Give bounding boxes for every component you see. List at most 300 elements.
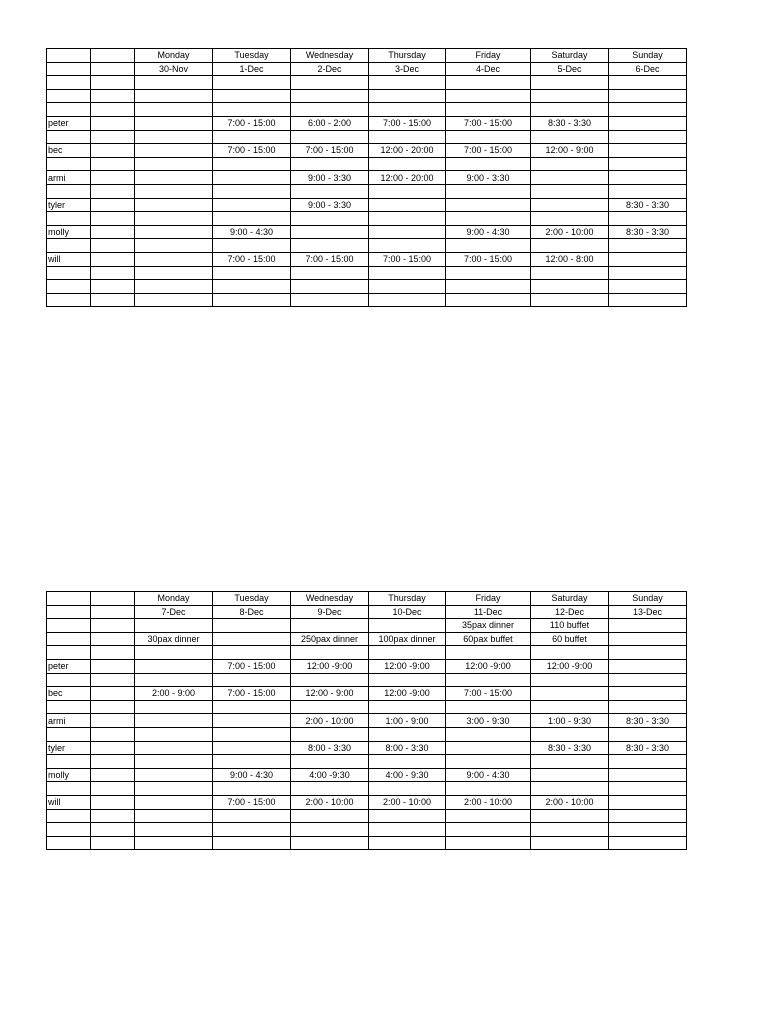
shift-cell: 2:00 - 10:00 bbox=[291, 714, 369, 728]
shift-cell: 7:00 - 15:00 bbox=[213, 687, 291, 701]
shift-cell bbox=[446, 157, 531, 171]
table-row bbox=[47, 741, 687, 755]
shift-cell bbox=[291, 782, 369, 796]
shift-cell bbox=[446, 700, 531, 714]
date-header-cell: 2-Dec bbox=[291, 62, 369, 76]
table-row bbox=[47, 76, 687, 90]
shift-cell bbox=[609, 809, 687, 823]
shift-cell bbox=[135, 252, 213, 266]
shift-cell bbox=[531, 198, 609, 212]
shift-cell: 12:00 -9:00 bbox=[369, 687, 446, 701]
shift-cell bbox=[369, 823, 446, 837]
shift-cell bbox=[609, 727, 687, 741]
shift-cell bbox=[609, 184, 687, 198]
shift-cell bbox=[609, 700, 687, 714]
staff-name-cell: tyler bbox=[47, 741, 91, 755]
shift-cell bbox=[446, 755, 531, 769]
shift-cell bbox=[446, 76, 531, 90]
staff-name-cell: will bbox=[47, 252, 91, 266]
staff-name-cell: will bbox=[47, 795, 91, 809]
shift-cell bbox=[609, 266, 687, 280]
shift-cell: 2:00 - 10:00 bbox=[369, 795, 446, 809]
shift-cell: 7:00 - 15:00 bbox=[369, 116, 446, 130]
shift-cell bbox=[91, 157, 135, 171]
shift-cell bbox=[446, 184, 531, 198]
shift-cell bbox=[91, 741, 135, 755]
shift-cell bbox=[531, 823, 609, 837]
shift-cell bbox=[213, 646, 291, 660]
shift-cell bbox=[91, 76, 135, 90]
shift-cell bbox=[446, 809, 531, 823]
date-header-cell: 5-Dec bbox=[531, 62, 609, 76]
table-row bbox=[47, 592, 687, 606]
shift-cell bbox=[369, 293, 446, 307]
shift-cell bbox=[291, 673, 369, 687]
table-row bbox=[47, 130, 687, 144]
day-header-cell: Sunday bbox=[609, 592, 687, 606]
shift-cell bbox=[609, 646, 687, 660]
staff-name-cell bbox=[47, 809, 91, 823]
date-header-cell: 3-Dec bbox=[369, 62, 446, 76]
table-row bbox=[47, 171, 687, 185]
staff-name-cell bbox=[47, 293, 91, 307]
shift-cell bbox=[446, 836, 531, 850]
shift-cell bbox=[135, 782, 213, 796]
shift-cell: 12:00 - 8:00 bbox=[531, 252, 609, 266]
date-header-cell: 7-Dec bbox=[135, 605, 213, 619]
day-header-cell: Wednesday bbox=[291, 592, 369, 606]
table-row bbox=[47, 795, 687, 809]
shift-cell bbox=[135, 239, 213, 253]
shift-cell: 9:00 - 3:30 bbox=[291, 198, 369, 212]
shift-cell bbox=[446, 741, 531, 755]
shift-cell bbox=[531, 266, 609, 280]
shift-cell: 7:00 - 15:00 bbox=[369, 252, 446, 266]
shift-cell bbox=[446, 823, 531, 837]
date-header-cell: 10-Dec bbox=[369, 605, 446, 619]
staff-name-cell bbox=[47, 782, 91, 796]
shift-cell bbox=[446, 198, 531, 212]
shift-cell: 7:00 - 15:00 bbox=[213, 116, 291, 130]
shift-cell bbox=[369, 809, 446, 823]
staff-name-cell bbox=[47, 266, 91, 280]
staff-name-cell bbox=[47, 157, 91, 171]
shift-cell bbox=[291, 130, 369, 144]
table-row bbox=[47, 103, 687, 117]
shift-cell bbox=[369, 755, 446, 769]
shift-cell bbox=[135, 171, 213, 185]
shift-cell: 7:00 - 15:00 bbox=[213, 252, 291, 266]
shift-cell bbox=[446, 130, 531, 144]
date-header-cell: 9-Dec bbox=[291, 605, 369, 619]
shift-cell bbox=[531, 76, 609, 90]
shift-cell bbox=[291, 212, 369, 226]
shift-cell bbox=[91, 280, 135, 294]
shift-cell bbox=[91, 700, 135, 714]
shift-cell bbox=[446, 727, 531, 741]
shift-cell bbox=[609, 782, 687, 796]
shift-cell: 35pax dinner bbox=[446, 619, 531, 633]
table-row bbox=[47, 755, 687, 769]
shift-cell bbox=[91, 103, 135, 117]
shift-cell bbox=[531, 673, 609, 687]
table-row bbox=[47, 266, 687, 280]
shift-cell bbox=[531, 157, 609, 171]
shift-cell: 9:00 - 4:30 bbox=[213, 768, 291, 782]
shift-cell bbox=[213, 782, 291, 796]
shift-cell bbox=[446, 293, 531, 307]
shift-cell: 8:30 - 3:30 bbox=[609, 714, 687, 728]
shift-cell bbox=[531, 89, 609, 103]
shift-cell bbox=[609, 171, 687, 185]
shift-cell: 4:00 -9:30 bbox=[291, 768, 369, 782]
shift-cell bbox=[135, 116, 213, 130]
staff-name-cell bbox=[47, 755, 91, 769]
shift-cell bbox=[531, 782, 609, 796]
table-row bbox=[47, 809, 687, 823]
shift-cell bbox=[91, 171, 135, 185]
table-row bbox=[47, 687, 687, 701]
table-row bbox=[47, 714, 687, 728]
table-row bbox=[47, 727, 687, 741]
shift-cell bbox=[369, 646, 446, 660]
day-header-cell: Saturday bbox=[531, 49, 609, 63]
shift-cell bbox=[291, 823, 369, 837]
shift-cell: 250pax dinner bbox=[291, 632, 369, 646]
shift-cell bbox=[531, 809, 609, 823]
shift-cell bbox=[135, 741, 213, 755]
shift-cell bbox=[446, 266, 531, 280]
shift-cell bbox=[291, 89, 369, 103]
shift-cell bbox=[91, 212, 135, 226]
shift-cell bbox=[135, 673, 213, 687]
staff-name-cell: armi bbox=[47, 171, 91, 185]
shift-cell bbox=[609, 795, 687, 809]
table-row bbox=[47, 239, 687, 253]
shift-cell: 7:00 - 15:00 bbox=[213, 795, 291, 809]
shift-cell bbox=[531, 687, 609, 701]
table-row bbox=[47, 62, 687, 76]
shift-cell bbox=[213, 673, 291, 687]
shift-cell: 7:00 - 15:00 bbox=[291, 252, 369, 266]
shift-cell bbox=[213, 809, 291, 823]
shift-cell bbox=[135, 809, 213, 823]
shift-cell bbox=[369, 700, 446, 714]
shift-cell bbox=[135, 727, 213, 741]
shift-cell bbox=[291, 103, 369, 117]
shift-cell bbox=[446, 103, 531, 117]
shift-cell bbox=[609, 687, 687, 701]
shift-cell bbox=[291, 225, 369, 239]
schedule-table-week-1 bbox=[46, 48, 687, 307]
shift-cell: 9:00 - 4:30 bbox=[446, 768, 531, 782]
shift-cell bbox=[609, 239, 687, 253]
shift-cell bbox=[135, 836, 213, 850]
day-header-cell bbox=[91, 49, 135, 63]
shift-cell: 12:00 -9:00 bbox=[531, 659, 609, 673]
shift-cell bbox=[213, 632, 291, 646]
table-row bbox=[47, 619, 687, 633]
shift-cell bbox=[609, 130, 687, 144]
shift-cell bbox=[609, 280, 687, 294]
shift-cell bbox=[531, 755, 609, 769]
shift-cell bbox=[369, 76, 446, 90]
day-header-cell: Sunday bbox=[609, 49, 687, 63]
staff-name-cell bbox=[47, 76, 91, 90]
shift-cell bbox=[531, 836, 609, 850]
staff-name-cell bbox=[47, 823, 91, 837]
shift-cell: 9:00 - 4:30 bbox=[446, 225, 531, 239]
shift-cell bbox=[135, 823, 213, 837]
shift-cell bbox=[91, 293, 135, 307]
shift-cell: 9:00 - 4:30 bbox=[213, 225, 291, 239]
date-header-cell: 4-Dec bbox=[446, 62, 531, 76]
staff-name-cell bbox=[47, 673, 91, 687]
shift-cell: 9:00 - 3:30 bbox=[446, 171, 531, 185]
shift-cell bbox=[609, 632, 687, 646]
shift-cell bbox=[91, 116, 135, 130]
shift-cell: 12:00 - 20:00 bbox=[369, 144, 446, 158]
shift-cell bbox=[369, 198, 446, 212]
shift-cell bbox=[609, 293, 687, 307]
shift-cell bbox=[135, 768, 213, 782]
table-row bbox=[47, 252, 687, 266]
shift-cell: 110 buffet bbox=[531, 619, 609, 633]
staff-name-cell bbox=[47, 89, 91, 103]
shift-cell: 8:00 - 3:30 bbox=[369, 741, 446, 755]
date-header-cell bbox=[91, 62, 135, 76]
shift-cell bbox=[213, 212, 291, 226]
shift-cell bbox=[135, 89, 213, 103]
shift-cell bbox=[213, 755, 291, 769]
shift-cell bbox=[213, 714, 291, 728]
shift-cell: 8:30 - 3:30 bbox=[609, 741, 687, 755]
date-header-cell: 13-Dec bbox=[609, 605, 687, 619]
shift-cell bbox=[291, 266, 369, 280]
staff-name-cell: molly bbox=[47, 768, 91, 782]
shift-cell: 2:00 - 10:00 bbox=[531, 225, 609, 239]
shift-cell bbox=[91, 809, 135, 823]
shift-cell: 1:00 - 9:30 bbox=[531, 714, 609, 728]
shift-cell bbox=[135, 755, 213, 769]
table-row bbox=[47, 49, 687, 63]
shift-cell bbox=[91, 755, 135, 769]
shift-cell bbox=[609, 76, 687, 90]
shift-cell: 12:00 - 9:00 bbox=[531, 144, 609, 158]
shift-cell bbox=[369, 239, 446, 253]
shift-cell bbox=[609, 755, 687, 769]
staff-name-cell bbox=[47, 727, 91, 741]
shift-cell: 4:00 - 9:30 bbox=[369, 768, 446, 782]
shift-cell bbox=[135, 714, 213, 728]
date-header-cell bbox=[91, 605, 135, 619]
shift-cell bbox=[609, 823, 687, 837]
table-row bbox=[47, 768, 687, 782]
shift-cell bbox=[91, 795, 135, 809]
day-header-cell: Thursday bbox=[369, 49, 446, 63]
shift-cell bbox=[91, 727, 135, 741]
shift-cell bbox=[213, 836, 291, 850]
day-header-cell: Tuesday bbox=[213, 592, 291, 606]
shift-cell bbox=[213, 171, 291, 185]
shift-cell bbox=[135, 198, 213, 212]
shift-cell bbox=[369, 280, 446, 294]
shift-cell: 60pax buffet bbox=[446, 632, 531, 646]
shift-cell: 12:00 -9:00 bbox=[291, 659, 369, 673]
shift-cell bbox=[369, 836, 446, 850]
day-header-cell bbox=[91, 592, 135, 606]
shift-cell bbox=[213, 157, 291, 171]
staff-name-cell bbox=[47, 646, 91, 660]
table-row bbox=[47, 646, 687, 660]
shift-cell: 7:00 - 15:00 bbox=[213, 144, 291, 158]
shift-cell bbox=[531, 103, 609, 117]
shift-cell bbox=[369, 89, 446, 103]
schedule-table-week-2 bbox=[46, 591, 687, 850]
shift-cell: 9:00 - 3:30 bbox=[291, 171, 369, 185]
day-header-cell: Monday bbox=[135, 49, 213, 63]
shift-cell bbox=[91, 89, 135, 103]
shift-cell bbox=[91, 768, 135, 782]
staff-name-cell bbox=[47, 239, 91, 253]
shift-cell: 7:00 - 15:00 bbox=[446, 252, 531, 266]
staff-name-cell: bec bbox=[47, 687, 91, 701]
shift-cell bbox=[135, 700, 213, 714]
table-row bbox=[47, 198, 687, 212]
shift-cell bbox=[609, 673, 687, 687]
shift-cell bbox=[135, 795, 213, 809]
shift-cell bbox=[91, 184, 135, 198]
shift-cell bbox=[91, 130, 135, 144]
shift-cell: 6:00 - 2:00 bbox=[291, 116, 369, 130]
shift-cell bbox=[531, 700, 609, 714]
shift-cell bbox=[91, 836, 135, 850]
table-row bbox=[47, 144, 687, 158]
shift-cell bbox=[531, 171, 609, 185]
table-row bbox=[47, 836, 687, 850]
shift-cell bbox=[291, 755, 369, 769]
staff-name-cell: tyler bbox=[47, 198, 91, 212]
shift-cell bbox=[609, 212, 687, 226]
shift-cell bbox=[609, 619, 687, 633]
staff-name-cell bbox=[47, 836, 91, 850]
shift-cell bbox=[291, 727, 369, 741]
shift-cell bbox=[135, 225, 213, 239]
day-header-cell: Wednesday bbox=[291, 49, 369, 63]
shift-cell: 30pax dinner bbox=[135, 632, 213, 646]
shift-cell bbox=[91, 646, 135, 660]
shift-cell: 7:00 - 15:00 bbox=[446, 144, 531, 158]
shift-cell bbox=[369, 619, 446, 633]
table-row bbox=[47, 659, 687, 673]
staff-name-cell bbox=[47, 280, 91, 294]
shift-cell: 8:30 - 3:30 bbox=[531, 741, 609, 755]
day-header-cell: Monday bbox=[135, 592, 213, 606]
shift-cell bbox=[446, 212, 531, 226]
shift-cell bbox=[531, 646, 609, 660]
shift-cell bbox=[609, 157, 687, 171]
table-row bbox=[47, 116, 687, 130]
shift-cell bbox=[213, 184, 291, 198]
staff-name-cell bbox=[47, 632, 91, 646]
shift-cell bbox=[446, 646, 531, 660]
shift-cell bbox=[291, 809, 369, 823]
date-header-cell: 6-Dec bbox=[609, 62, 687, 76]
shift-cell bbox=[446, 673, 531, 687]
shift-cell bbox=[91, 673, 135, 687]
shift-cell bbox=[91, 659, 135, 673]
shift-cell bbox=[213, 280, 291, 294]
date-header-cell: 8-Dec bbox=[213, 605, 291, 619]
shift-cell bbox=[135, 144, 213, 158]
shift-cell bbox=[135, 212, 213, 226]
shift-cell bbox=[135, 157, 213, 171]
staff-name-cell bbox=[47, 619, 91, 633]
shift-cell bbox=[369, 130, 446, 144]
shift-cell bbox=[531, 768, 609, 782]
table-row bbox=[47, 89, 687, 103]
table-row bbox=[47, 157, 687, 171]
shift-cell bbox=[213, 700, 291, 714]
day-header-cell: Friday bbox=[446, 592, 531, 606]
shift-cell: 12:00 - 20:00 bbox=[369, 171, 446, 185]
shift-cell bbox=[291, 239, 369, 253]
shift-cell bbox=[135, 619, 213, 633]
shift-cell bbox=[531, 239, 609, 253]
shift-cell: 1:00 - 9:00 bbox=[369, 714, 446, 728]
shift-cell bbox=[291, 293, 369, 307]
day-header-cell: Tuesday bbox=[213, 49, 291, 63]
shift-cell bbox=[531, 212, 609, 226]
shift-cell: 7:00 - 15:00 bbox=[446, 116, 531, 130]
shift-cell: 3:00 - 9:30 bbox=[446, 714, 531, 728]
shift-cell: 2:00 - 9:00 bbox=[135, 687, 213, 701]
shift-cell: 60 buffet bbox=[531, 632, 609, 646]
table-row bbox=[47, 823, 687, 837]
shift-cell bbox=[531, 280, 609, 294]
shift-cell bbox=[135, 130, 213, 144]
shift-cell bbox=[369, 727, 446, 741]
staff-name-cell bbox=[47, 62, 91, 76]
shift-cell: 12:00 -9:00 bbox=[369, 659, 446, 673]
shift-cell bbox=[369, 212, 446, 226]
table-row bbox=[47, 225, 687, 239]
day-header-cell: Saturday bbox=[531, 592, 609, 606]
shift-cell bbox=[91, 266, 135, 280]
shift-cell bbox=[446, 239, 531, 253]
shift-cell bbox=[609, 659, 687, 673]
shift-cell bbox=[291, 280, 369, 294]
shift-cell bbox=[291, 184, 369, 198]
shift-cell bbox=[213, 823, 291, 837]
day-header-cell: Friday bbox=[446, 49, 531, 63]
shift-cell bbox=[91, 632, 135, 646]
shift-cell bbox=[531, 727, 609, 741]
shift-cell bbox=[135, 293, 213, 307]
shift-cell bbox=[91, 714, 135, 728]
shift-cell bbox=[91, 823, 135, 837]
shift-cell bbox=[609, 103, 687, 117]
staff-name-cell bbox=[47, 212, 91, 226]
shift-cell bbox=[135, 184, 213, 198]
shift-cell bbox=[609, 836, 687, 850]
shift-cell bbox=[369, 782, 446, 796]
staff-name-cell bbox=[47, 592, 91, 606]
shift-cell bbox=[213, 103, 291, 117]
table-row bbox=[47, 673, 687, 687]
shift-cell bbox=[609, 89, 687, 103]
staff-name-cell bbox=[47, 103, 91, 117]
